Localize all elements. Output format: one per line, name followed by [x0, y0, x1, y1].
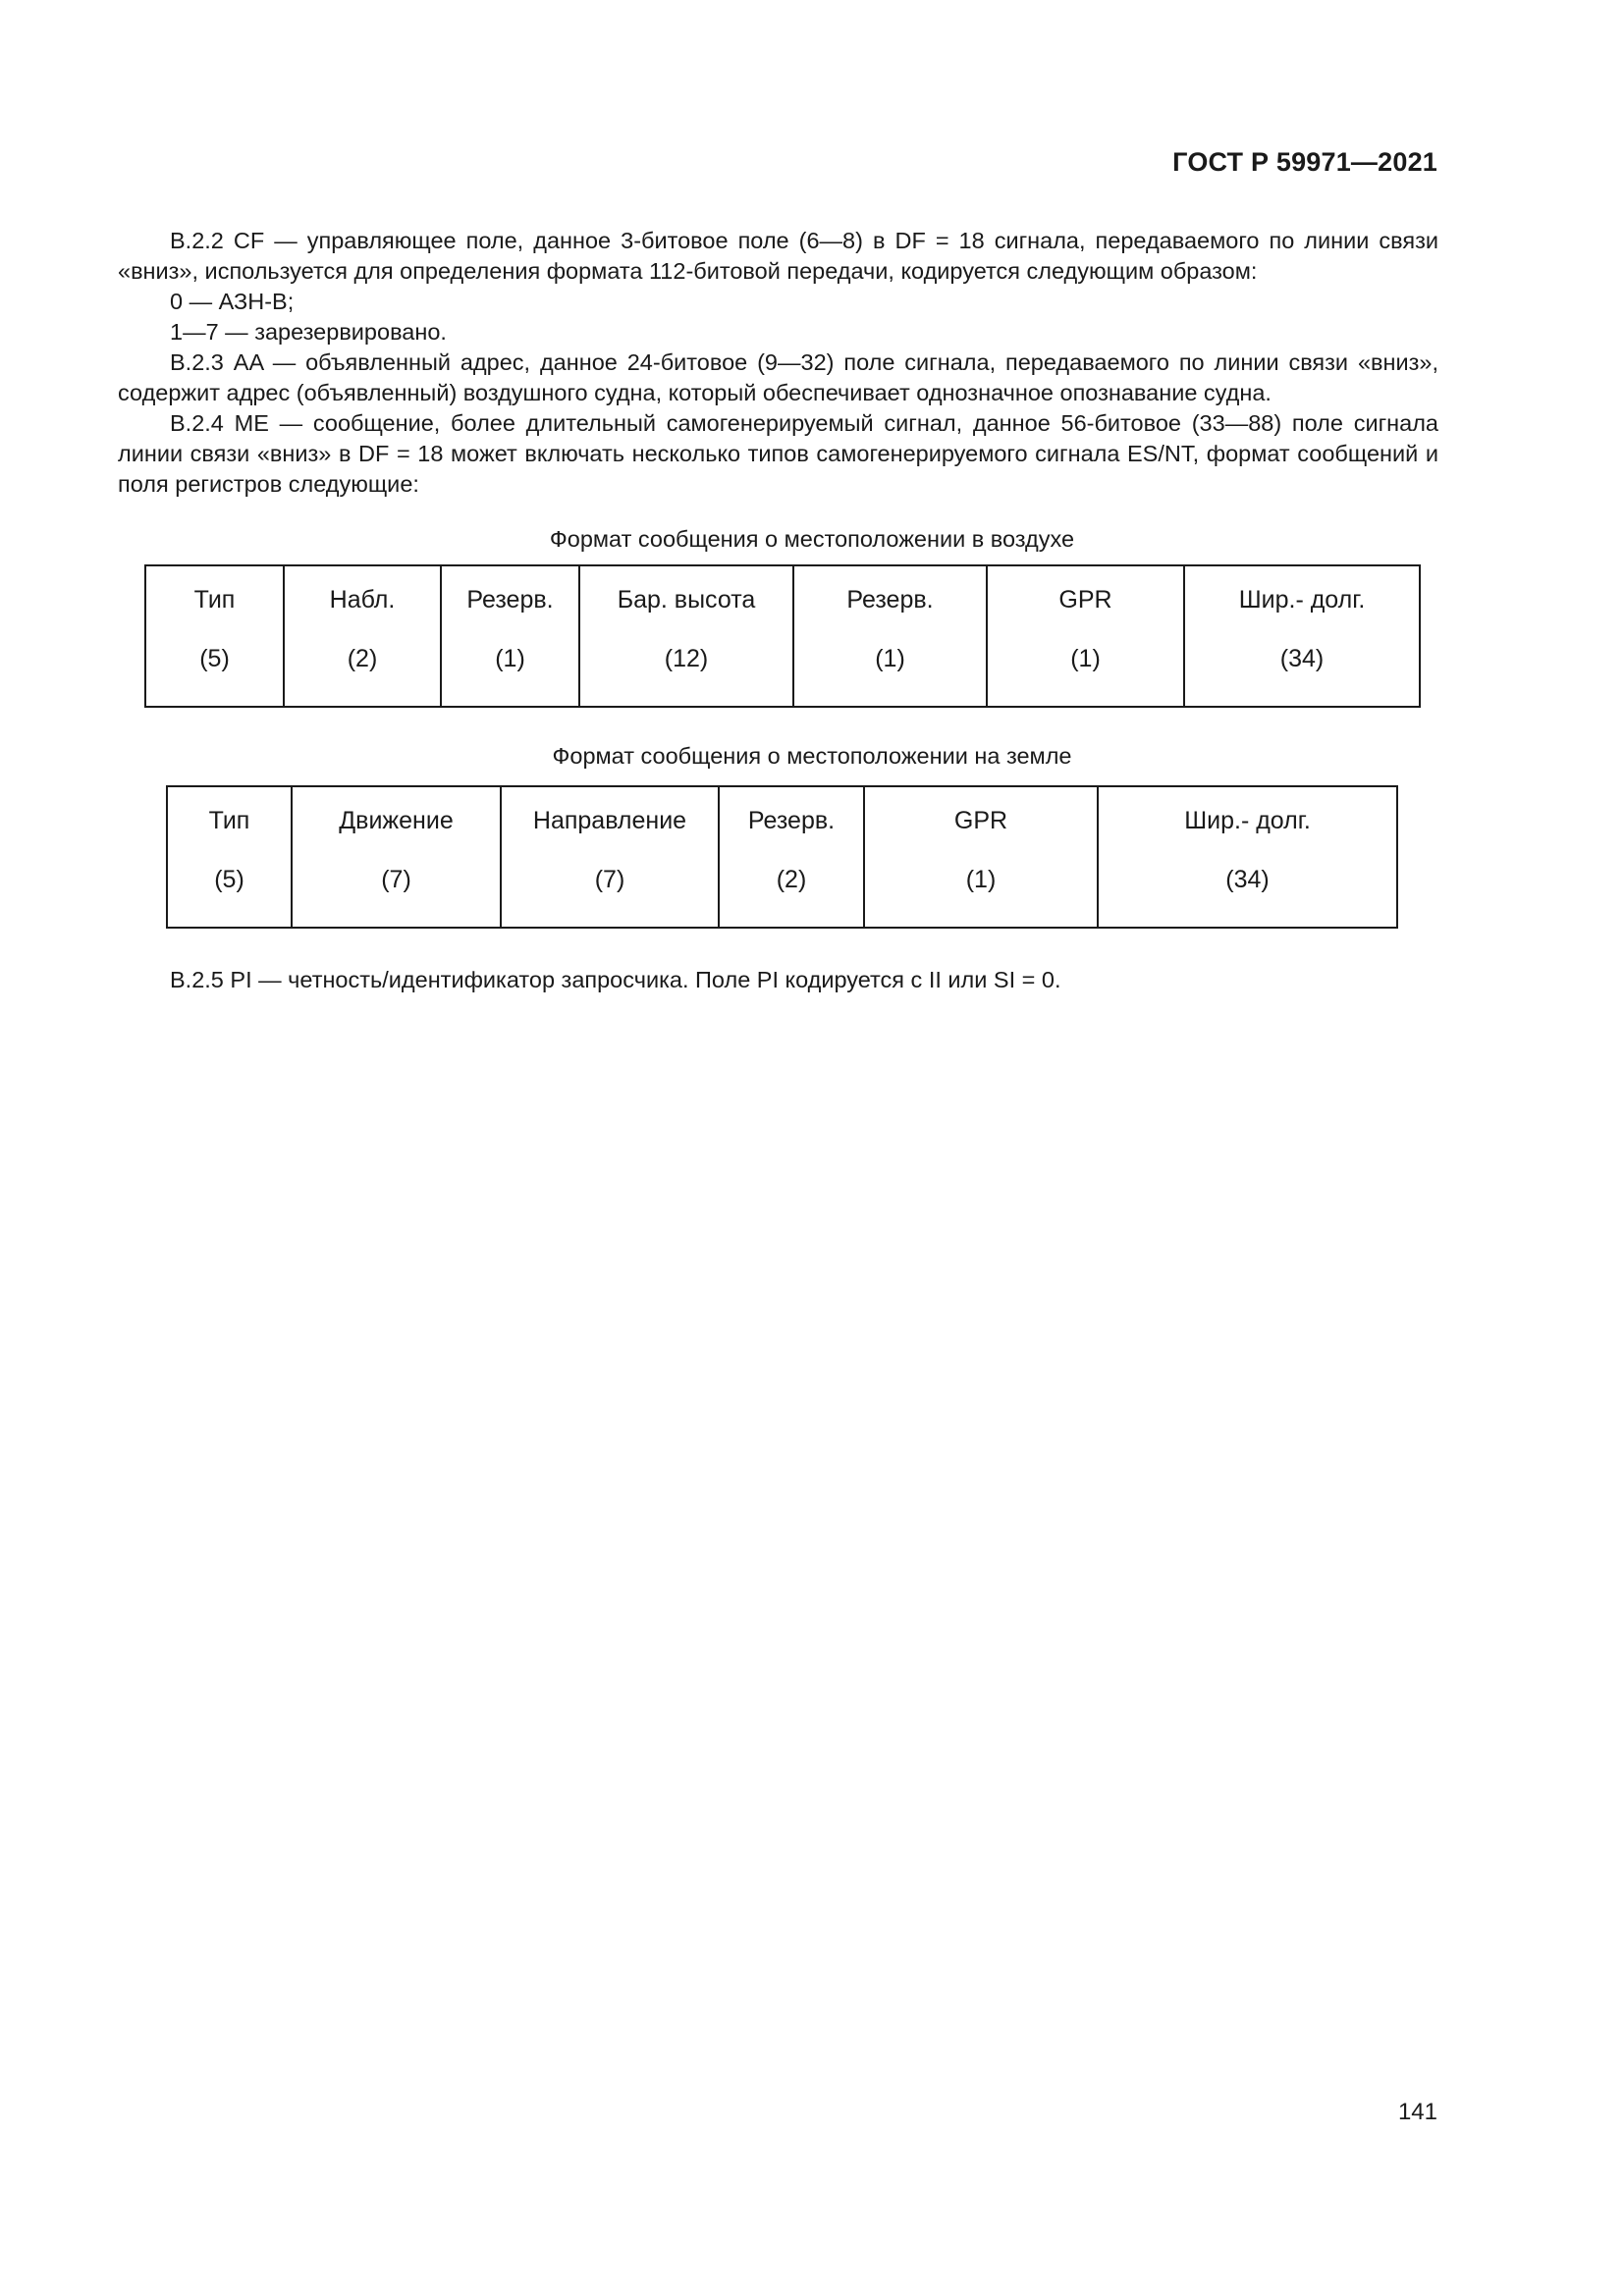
field-name: Резерв.	[747, 807, 836, 834]
airborne-table-caption: Формат сообщения о местоположении в воздухе	[549, 526, 1075, 552]
table-cell	[719, 786, 864, 928]
closing-text	[118, 965, 1438, 995]
table-cell	[864, 786, 1098, 928]
field-name: Направление	[532, 807, 687, 834]
field-name: Резерв.	[466, 586, 554, 614]
field-bits: (2)	[776, 866, 807, 893]
table-cell	[987, 565, 1184, 707]
field-bits: (34)	[1225, 866, 1270, 893]
field-bits: (1)	[875, 645, 905, 672]
body-text	[118, 226, 1438, 500]
field-bits: (5)	[199, 645, 230, 672]
paragraph-cf-value-1-7: 1—7 — зарезервировано.	[170, 319, 447, 345]
field-name: Набл.	[329, 586, 396, 614]
field-name: Тип	[193, 586, 236, 614]
field-bits: (7)	[594, 866, 625, 893]
table-cell	[292, 786, 501, 928]
field-name: Бар. высота	[617, 586, 756, 614]
table-cell	[793, 565, 987, 707]
field-bits: (1)	[495, 645, 525, 672]
paragraph-b25: В.2.5 PI — четность/идентификатор запросчика. Поле PI кодируется с II или SI = 0.	[170, 967, 1061, 992]
field-bits: (7)	[381, 866, 411, 893]
field-bits: (34)	[1279, 645, 1325, 672]
surface-position-table	[166, 785, 1398, 929]
field-name: GPR	[953, 807, 1008, 834]
field-name: Движение	[339, 807, 454, 834]
airborne-position-table	[144, 564, 1421, 708]
field-name: Шир.- долг.	[1184, 807, 1311, 834]
field-bits: (1)	[965, 866, 997, 893]
surface-table-caption: Формат сообщения о местоположении на земле	[552, 743, 1072, 769]
field-bits: (5)	[214, 866, 244, 893]
table-cell	[579, 565, 793, 707]
table-cell	[441, 565, 579, 707]
table-cell	[1098, 786, 1397, 928]
paragraph-cf-value-0: 0 — АЗН-В;	[170, 289, 295, 314]
field-name: Резерв.	[846, 586, 934, 614]
paragraph-b24: В.2.4 ME — сообщение, более длительный самогенерируемый сигнал, данное 56-битовое (33—88) поле сигнала линии связи «вниз» в DF = 18 может включать несколько типов самогенерируемого сигнала ES/NT, формат сообщений и поля регистров следующие:	[118, 410, 1438, 497]
document-header: ГОСТ Р 59971—2021	[1172, 147, 1437, 177]
field-name: Шир.- долг.	[1238, 586, 1366, 614]
table-row	[145, 565, 1420, 707]
field-name: Тип	[208, 807, 250, 834]
field-bits: (12)	[664, 645, 709, 672]
table-cell	[1184, 565, 1420, 707]
field-name: GPR	[1058, 586, 1112, 614]
paragraph-b22: В.2.2 CF — управляющее поле, данное 3-битовое поле (6—8) в DF = 18 сигнала, передаваемого по линии связи «вниз», используется для определения формата 112-битовой передачи, кодируется следующим образом:	[118, 228, 1438, 284]
table-cell	[145, 565, 284, 707]
table-row	[167, 786, 1397, 928]
paragraph-b23: В.2.3 AA — объявленный адрес, данное 24-битовое (9—32) поле сигнала, передаваемого по линии связи «вниз», содержит адрес (объявленный) воздушного судна, который обеспечивает однозначное опознавание судна.	[118, 349, 1438, 405]
field-bits: (2)	[347, 645, 378, 672]
table-cell	[501, 786, 719, 928]
field-bits: (1)	[1070, 645, 1101, 672]
table-cell	[284, 565, 441, 707]
page-number: 141	[1397, 2099, 1437, 2125]
table-cell	[167, 786, 292, 928]
